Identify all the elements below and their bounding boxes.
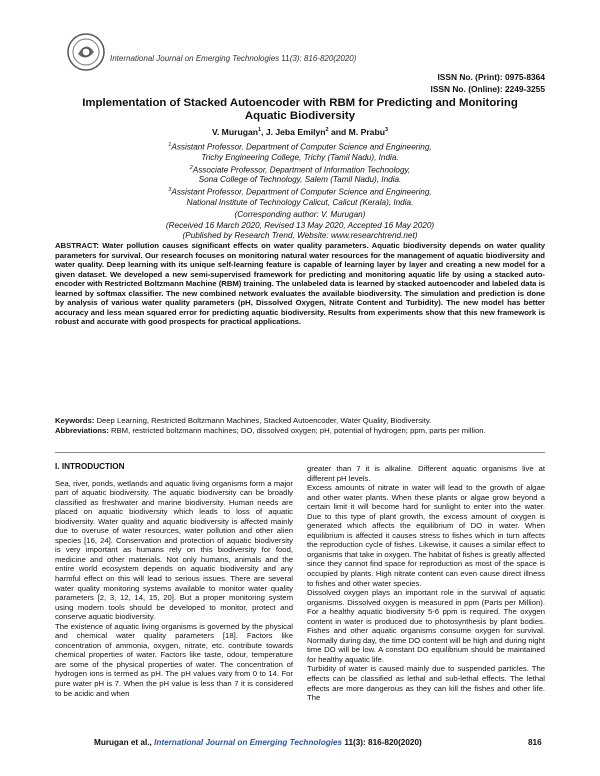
issn-online: ISSN No. (Online): 2249-3255	[430, 84, 545, 94]
correspondence-block	[60, 210, 540, 242]
affil-line: Sona College of Technology, Salem (Tamil Nadu), India.	[198, 175, 402, 185]
journal-issue: (3): 816-820(2020)	[289, 54, 357, 63]
page-footer	[94, 738, 422, 747]
author-name: M. Prabu	[348, 127, 385, 137]
affil-sup: 3	[168, 187, 172, 194]
paragraph: Dissolved oxygen plays an important role in the survival of aquatic organisms. Dissolved oxygen is measured in ppm (Parts per Million). For a healthy aquatic biodiversity 5-6 ppm is required. The oxygen content in water is produced due to photosynthesis by plant bodies. Fishes and other aquatic organisms consume oxygen for survival. Normally during day, the time DO content will be high and during night time DO will be low. A constant DO equilibrium should be maintained for healthy aquatic life.	[307, 588, 545, 664]
journal-header	[110, 54, 356, 63]
page-number: 816	[528, 738, 542, 747]
affil-line: Assistant Professor, Department of Computer Science and Engineering,	[171, 188, 432, 198]
footer-journal: International Journal on Emerging Technologies	[154, 738, 343, 747]
author-name: J. Jeba Emilyn	[265, 127, 326, 137]
paragraph: Sea, river, ponds, wetlands and aquatic living organisms form a major part of aquatic biodiversity. The aquatic biodiversity can be broadly classified as freshwater and marine biodiversity. Human needs are placed on aquatic biodiversity which leads to loss of aquatic biodiversity. Water quality and aquatic biodiversity is affected mainly due to overuse of water resources, water pollution and other alien species [16, 24]. Conservation and protection of aquatic biodiversity is very important as humans rely on this biodiversity for food, medicine and other materials. Not only humans, animals and the entire world ecosystem depends on aquatic biodiversity and any harmful effect on this will lead to serious issues. There are several water quality monitoring systems available to monitor water quality parameters [2, 3, 12, 14, 15, 20]. But a proper monitoring system using modern tools should be developed to monitor, protect and conserve aquatic biodiversity.	[55, 478, 293, 622]
keywords-block	[55, 416, 545, 435]
keywords-label: Keywords:	[55, 416, 95, 425]
paragraph: The existence of aquatic living organisms is governed by the physical and chemical water quality parameters [18]. Factors like concentration of ammonia, oxygen, nitrate, etc. contribute towards chemical properties of water. Factors like taste, odour, temperature are some of the physical properties of water. The concentration of hydrogen ions is termed as pH. The pH values vary from 0 to 14. For pure water pH is 7. When the pH value is less than 7 it is considered to be acidic and when	[55, 621, 293, 698]
paragraph: Turbidity of water is caused mainly due to suspended particles. The effects can be classified as lethal and sub-lethal effects. The lethal effects are more dangerous as they can kill the fishes and other life. The	[307, 664, 545, 703]
affil-sup: 2	[189, 164, 193, 171]
journal-volume: 11	[281, 54, 290, 63]
section-divider	[55, 452, 545, 453]
keywords: Deep Learning, Restricted Boltzmann Machines, Stacked Autoencoder, Water Quality, Biodiversity.	[96, 416, 432, 425]
abbreviations: RBM, restricted boltzmann machines; DO, dissolved oxygen; pH, potential of hydrogen; ppm, parts per million.	[110, 425, 486, 435]
author-sep: ,	[261, 127, 266, 137]
abstract: ABSTRACT: Water pollution causes significant effects on water quality parameters. Aquatic biodiversity depends on water quality parameters for survival. Our research focuses on monitoring natural water resources for the management of aquatic biodiversity and water quality. Deep learning with its unique self-learning feature is capable of learning layer by layer and creating a new model for a given dataset. We developed a new semi-supervised framework for predicting and monitoring aquatic life by using a stacked auto-encoder with Restricted Boltzmann Machine (RBM) training. The unlabeled data is learned by stacked autoencoder and labeled data is learned by softmax classifier. The new combined network evaluates the available biodiversity. The simulation and prediction is done by analysis of various water quality parameters (pH, Dissolved Oxygen, Nitrate Content and Turbidity). The new model has better accuracy and less mean squared error for predicting aquatic biodiversity. Results from experiments show that this new framework is robust and accurate with good prospects for practical applications.	[55, 241, 545, 327]
affil-line: Assistant Professor, Department of Computer Science and Engineering,	[171, 142, 432, 152]
affiliation-1	[60, 140, 540, 153]
abbreviations-label: Abbreviations:	[55, 425, 109, 435]
publisher-info: (Published by Research Trend, Website: www.researchtrend.net)	[182, 231, 418, 240]
paragraph: greater than 7 it is alkaline. Different aquatic organisms live at different pH levels.	[307, 464, 545, 483]
affiliation-3	[60, 185, 540, 198]
author-sep: and	[328, 127, 349, 137]
section-heading: I. INTRODUCTION	[55, 462, 125, 471]
corresponding-author: (Corresponding author: V. Murugan)	[234, 210, 366, 219]
affiliation-2	[60, 163, 540, 176]
author-sup: 1	[257, 127, 262, 134]
journal-logo-icon	[66, 32, 106, 72]
author-name: V. Murugan	[211, 127, 258, 137]
affil-line: Associate Professor, Department of Information Technology,	[192, 165, 411, 175]
paper-title: Implementation of Stacked Autoencoder with RBM for Predicting and Monitoring Aquatic Biodiversity	[82, 97, 518, 122]
footer-authors: Murugan et al.,	[94, 738, 152, 747]
issn-print: ISSN No. (Print): 0975-8364	[437, 72, 545, 82]
received-dates: (Received 16 March 2020, Revised 13 May 2020, Accepted 16 May 2020)	[165, 220, 435, 230]
journal-name: International Journal on Emerging Technologies	[110, 54, 280, 63]
footer-issue: 11(3): 816-820(2020)	[344, 738, 422, 747]
body-column-left	[55, 462, 293, 698]
affil-line: National Institute of Technology Calicut, Calicut (Kerala), India.	[186, 198, 414, 208]
paragraph: Excess amounts of nitrate in water will lead to the growth of algae and other water plants. When these plants or algae grow beyond a certain limit it will become hard for sunlight to enter into the water. Due to this type of plant growth, the excess amount of oxygen is generated which affects the equilibrium of DO in water. When equilibrium is affected it causes stress to fishes which in turn affects the reproduction cycle of fishes. Likewise, it causes a similar effect to organisms that take in oxygen. The habitat of fishes is greatly affected since they cannot find space for reproduction as most of the space is occupied by plants. High nitrate content can even cause direct illness to fishes and other water species.	[307, 483, 545, 588]
body-column-right	[307, 464, 545, 703]
affil-sup: 1	[168, 142, 172, 148]
affiliations	[60, 140, 540, 208]
affil-line: Trichy Engineering College, Trichy (Tamil Nadu), India.	[201, 152, 399, 162]
author-sup: 2	[325, 127, 329, 134]
author-list	[60, 127, 540, 137]
author-sup: 3	[384, 127, 389, 134]
